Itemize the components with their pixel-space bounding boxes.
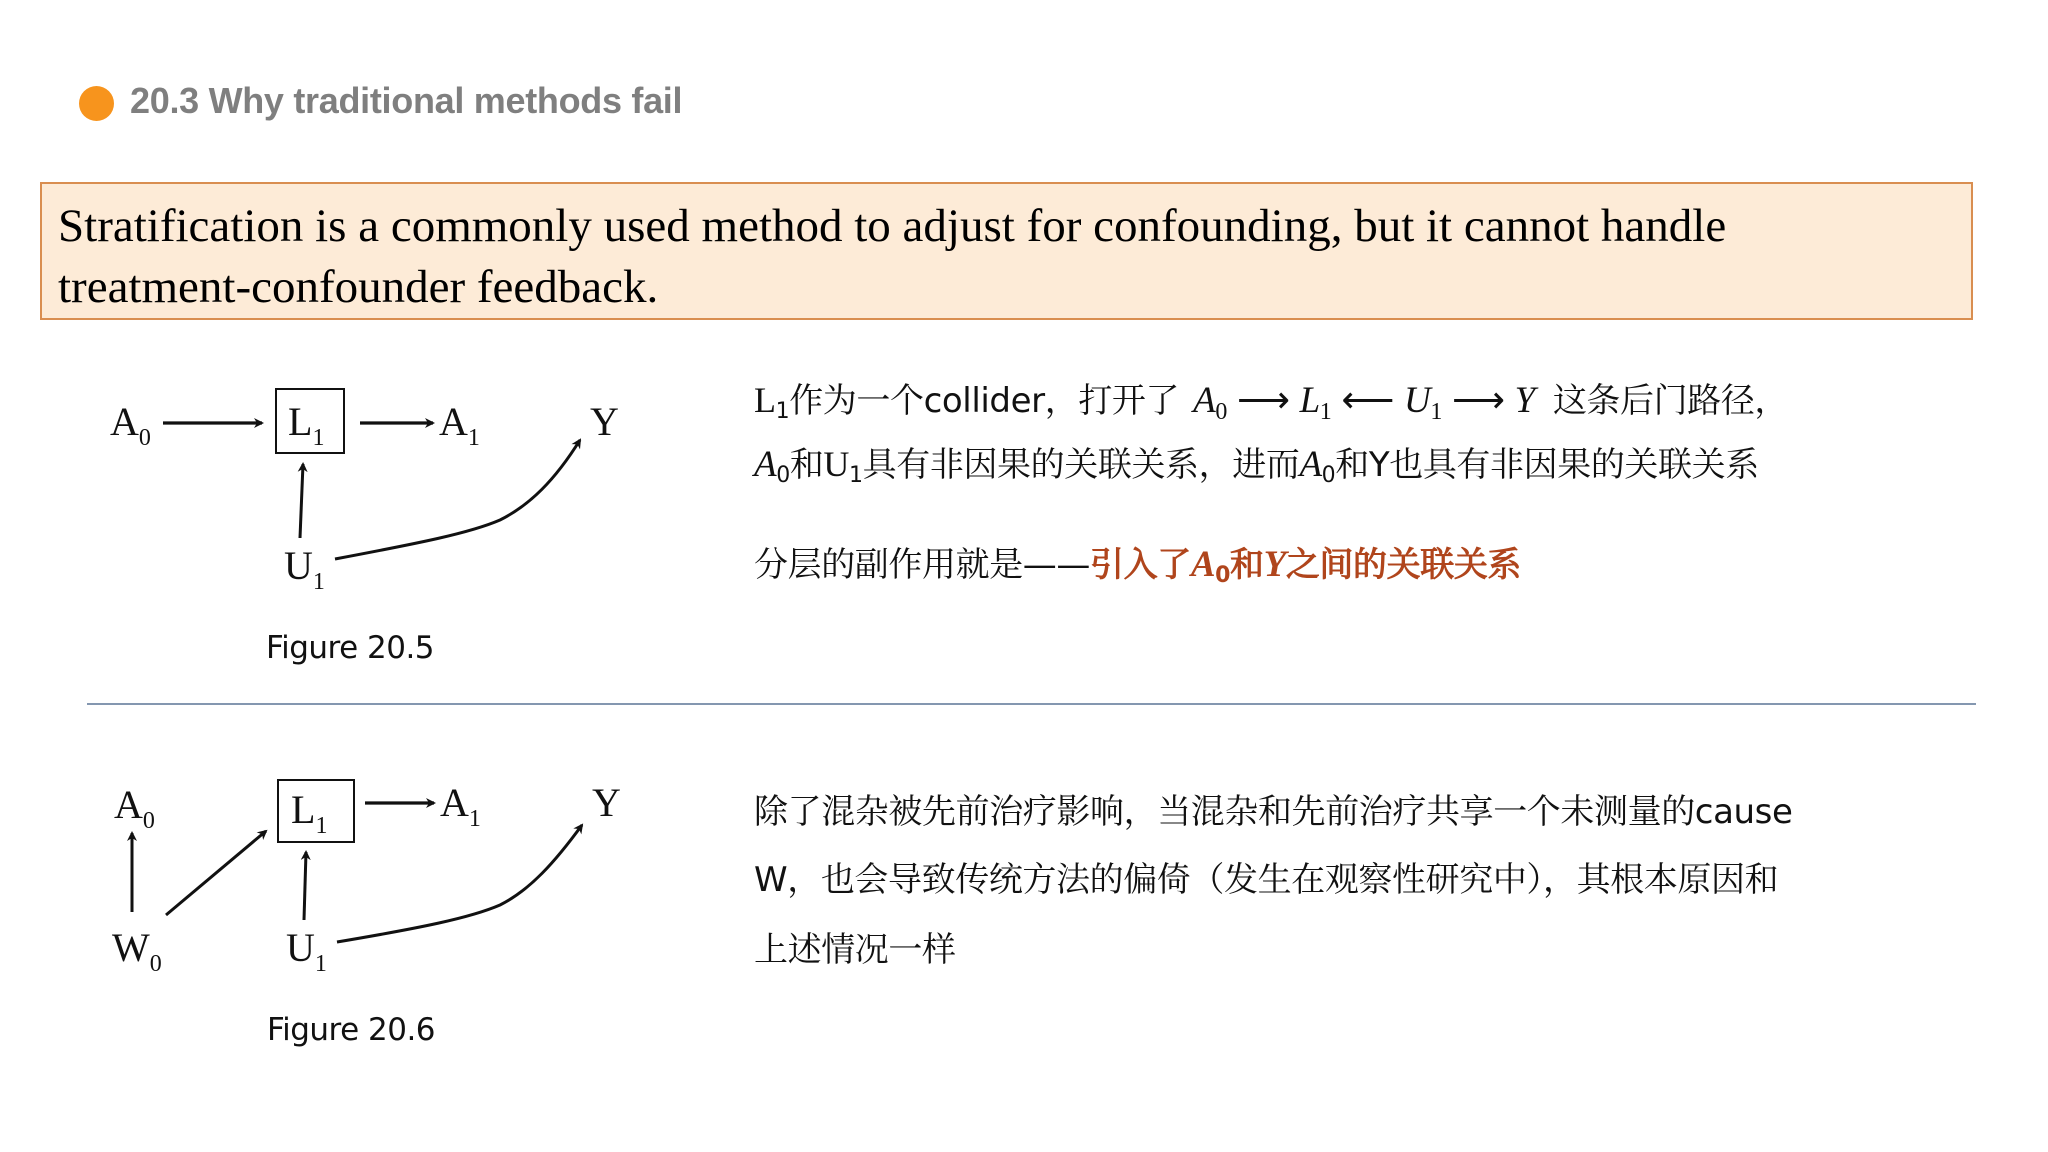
- edge-w0-l1: [166, 831, 266, 915]
- explanation-1-line-2: $A_0$和$U_1$具有非因果的关联关系，进而$A_0$和Y也具有非因果的关联关系: [754, 444, 1759, 488]
- edge-u1-l1: [304, 852, 306, 920]
- highlighted-conclusion: 引入了$A_0$和Y之间的关联关系: [1090, 544, 1522, 588]
- node-y: Y: [590, 399, 619, 444]
- node-u1: $U_1$: [284, 543, 325, 595]
- explanation-2-line-1: 除了混杂被先前治疗影响，当混杂和先前治疗共享一个未测量的cause: [754, 792, 1793, 832]
- edge-u1-y: [337, 825, 582, 942]
- backdoor-path-formula: $A_0$ ⟶ $L_1$ ⟵ $U_1$ ⟶ Y: [1193, 380, 1535, 425]
- figure-20-6-edges: [0, 0, 700, 1100]
- callout-line-1: Stratification is a commonly used method to adjust for confounding, but it cannot handle: [58, 200, 1727, 252]
- figure-20-5-caption: Figure 20.5: [266, 630, 435, 666]
- node-l1: $L_1$: [288, 399, 325, 451]
- node-u1: $U_1$: [286, 925, 327, 977]
- explanation-1-line-1: $L_1$作为一个collider，打开了 $A_0$ ⟶ $L_1$ ⟵ $U_1$ ⟶ Y 这条后门路径，: [754, 380, 1789, 425]
- node-l1: $L_1$: [291, 787, 328, 839]
- node-a0: $A_0$: [110, 399, 151, 451]
- node-a0: $A_0$: [114, 782, 155, 834]
- node-a1: $A_1$: [439, 399, 480, 451]
- explanation-1-line-3: 分层的副作用就是——引入了$A_0$和Y之间的关联关系: [754, 544, 1522, 588]
- figure-20-6-caption: Figure 20.6: [267, 1012, 436, 1048]
- callout-line-2: treatment-confounder feedback.: [58, 261, 659, 313]
- explanation-2-line-3: 上述情况一样: [754, 930, 956, 970]
- explanation-2-line-2: W，也会导致传统方法的偏倚（发生在观察性研究中），其根本原因和: [754, 860, 1779, 900]
- section-title: 20.3 Why traditional methods fail: [130, 80, 683, 121]
- node-w0: $W_0$: [112, 925, 162, 977]
- node-y: Y: [592, 780, 621, 825]
- node-a1: $A_1$: [440, 780, 481, 832]
